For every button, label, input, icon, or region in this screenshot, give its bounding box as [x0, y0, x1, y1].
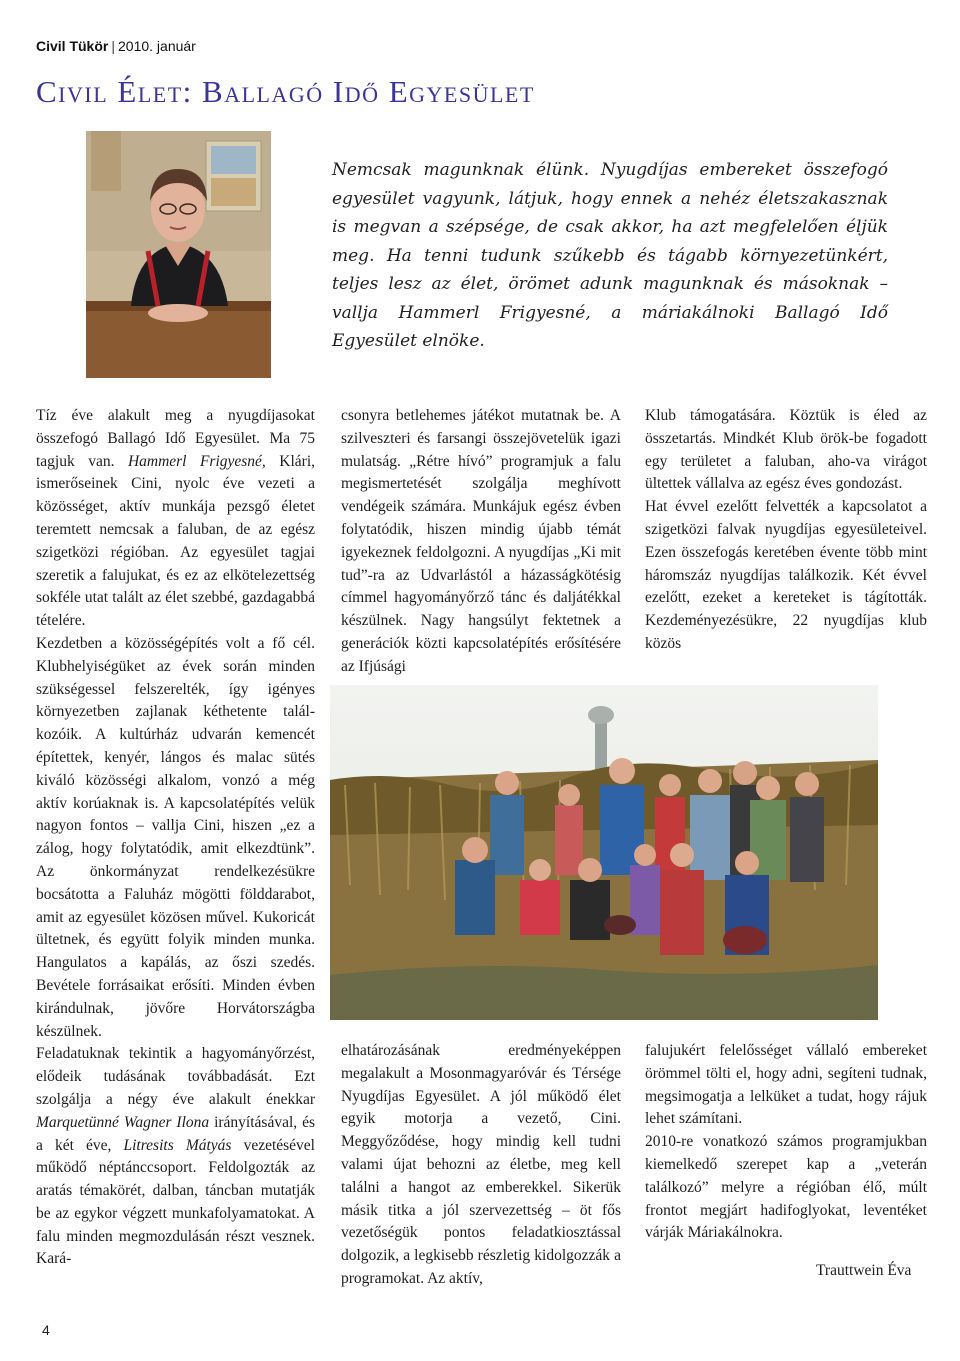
running-header	[36, 38, 196, 54]
person-name: Hammerl Frigyesné,	[127, 452, 266, 470]
lead-paragraph: Nemcsak magunknak élünk. Nyugdíjas embereket összefogó egyesület vagyunk, látjuk, hogy ennek a nehéz életszakasznak is megvan a szépsége, de csak akkor, ha azt megfelelően éljük meg. Ha tenni tudunk szűkebb és tágabb környezetünkért, teljes lesz az élet, örömet adunk magunknak és másoknak – vallja Hammerl Frigyesné, a máriakálnoki Ballagó Idő Egyesület elnöke.	[332, 160, 888, 351]
header-separator: |	[111, 38, 115, 54]
col3-paragraph-1: Klub támogatására. Köztük is éled az összetartás. Mindkét Klub örök-be fogadott egy területet a faluban, aho-va virágot ültettek vállalva az egész éves gondozást.	[645, 407, 927, 493]
portrait-photo	[86, 131, 271, 378]
col3-paragraph-2: Hat évvel ezelőtt felvették a kapcsolatot a szigetközi falvak nyugdíjas egyesületeivel. Ezen összefogás keretében évente több mint háromszáz nyugdíjas találkozik. Két évvel ezelőtt, ezeket a kereteket is tágították. Kezdeményezésükre, 22 nyugdíjas klub közös	[645, 498, 927, 652]
col1-paragraph-3: Feladatuknak tekintik a hagyományőrzést, elődeik tudásának továbbadását. Ezt szolgálja a négy éve alakult énekkar Marquetünné Wagner Ilona irányításával, és a két éve, Litresits Mátyás vezetésével működő néptánccsoport. Feldolgozták az aratás témakörét, dalban, táncban mutatják be az egykor végzett munkafolyamatokat. A falu minden megmozdulásán részt vesznek. Kará-	[36, 1045, 315, 1268]
col2-paragraph-1: csonyra betlehemes játékot mutatnak be. A szilveszteri és farsangi összejövetelük igazi mulatság. „Rétre hívó” programjuk a falu megismertetését szolgálja meghívott vendégeik számára. Munkájuk egész évben folytatódik, hiszen mindig újabb témát igyekeznek feldolgozni. A nyugdíjas „Ki mit tud”-ra az Udvarlástól a házasságkötésig címmel hagyományőrző tánc és daljátékkal készülnek. Nagy hangsúlyt fektetnek a generációk közti kapcsolatépítés erősítésére az Ifjúsági	[341, 407, 621, 675]
col1-paragraph-2: Kezdetben a közösségépítés volt a fő cél. Klubhelyiségüket az évek során minden szükségessel felszerelték, így igényes környezetben zajlanak kéthetente találkozóik. A kultúrház udvarán kemencét építettek, kenyér, lángos és malac sütés kiváló közösségi alkalom, vonzó a még aktív korúaknak is. A kapcsolatépítés velük nagyon fontos – vallja Cini, hiszen „ez a zálog, hogy folytatódik, amit elkezdtünk”. Az önkormányzat rendelkezésükre bocsátotta a Faluház mögötti földdarabot, amit az egyesület közösen művel. Kukoricát ültetnek, és együtt folyik minden munka. Hangulatos a kapálás, az őszi szedés. Bevétele forrásaikat erősíti. Minden évben kirándulnak, jövőre Horvátországba készülnek.	[36, 634, 315, 1040]
col1-paragraph-1: Tíz éve alakult meg a nyugdíjasokat összefogó Ballagó Idő Egyesület. Ma 75 tagjuk van. Hammerl Frigyesné, Klári, ismerőseinek Cini, nyolc éve vezeti a közösséget, aktív munkája pezsgő életet teremtett nemcsak a faluban, de az egész szigetközi régióban. Az egyesület tagjai szeretik a falujukat, és ez az elkötelezettség sokféle utat talált az élet szebbé, gazdagabbá tételére.	[36, 407, 315, 630]
col2-paragraph-2: elhatározásának eredményeképpen megalakult a Mosonmagyaróvár és Térsége Nyugdíjas Egyesület. A jól működő élet egyik motorja a vezető, Cini. Meggyőződése, hogy mindig kell tudni valami újat behozni az életbe, meg kell találni a hangot az emberekkel. Sikerük másik titka a jól szervezettség – öt fős vezetőségük pontos feladatkiosztással dolgozik, a legkisebb részletig kidolgozzák a programokat. Az aktív,	[341, 1042, 621, 1287]
group-photo	[330, 685, 878, 1020]
person-name: Litresits Mátyás	[123, 1136, 232, 1154]
article-title: Civil Élet: Ballagó Idő Egyesület	[36, 74, 535, 109]
column-1	[36, 405, 315, 1271]
author-signature: Trauttwein Éva	[816, 1262, 912, 1279]
page-number: 4	[42, 1322, 50, 1338]
column-2-bottom	[341, 1040, 621, 1291]
magazine-name: Civil Tükör	[36, 38, 109, 54]
person-name: Marquetünné Wagner Ilona	[36, 1113, 210, 1131]
column-3-top	[645, 405, 927, 656]
col3-paragraph-4: 2010-re vonatkozó számos programjukban kiemelkedő szerepet kap a „veterán találkozó” melyre a régióban élő, múlt frontot megjárt hadifoglyokat, leventéket várják Máriakálnokra.	[645, 1133, 927, 1242]
column-3-bottom	[645, 1040, 927, 1245]
col3-paragraph-3: falujukért felelősséget vállaló embereket örömmel tölti el, hogy adni, segíteni tudnak, megsimogatja a lelküket a tudat, hogy rájuk lehet számítani.	[645, 1042, 927, 1128]
issue-date: 2010. január	[118, 38, 196, 54]
column-2-top	[341, 405, 621, 679]
